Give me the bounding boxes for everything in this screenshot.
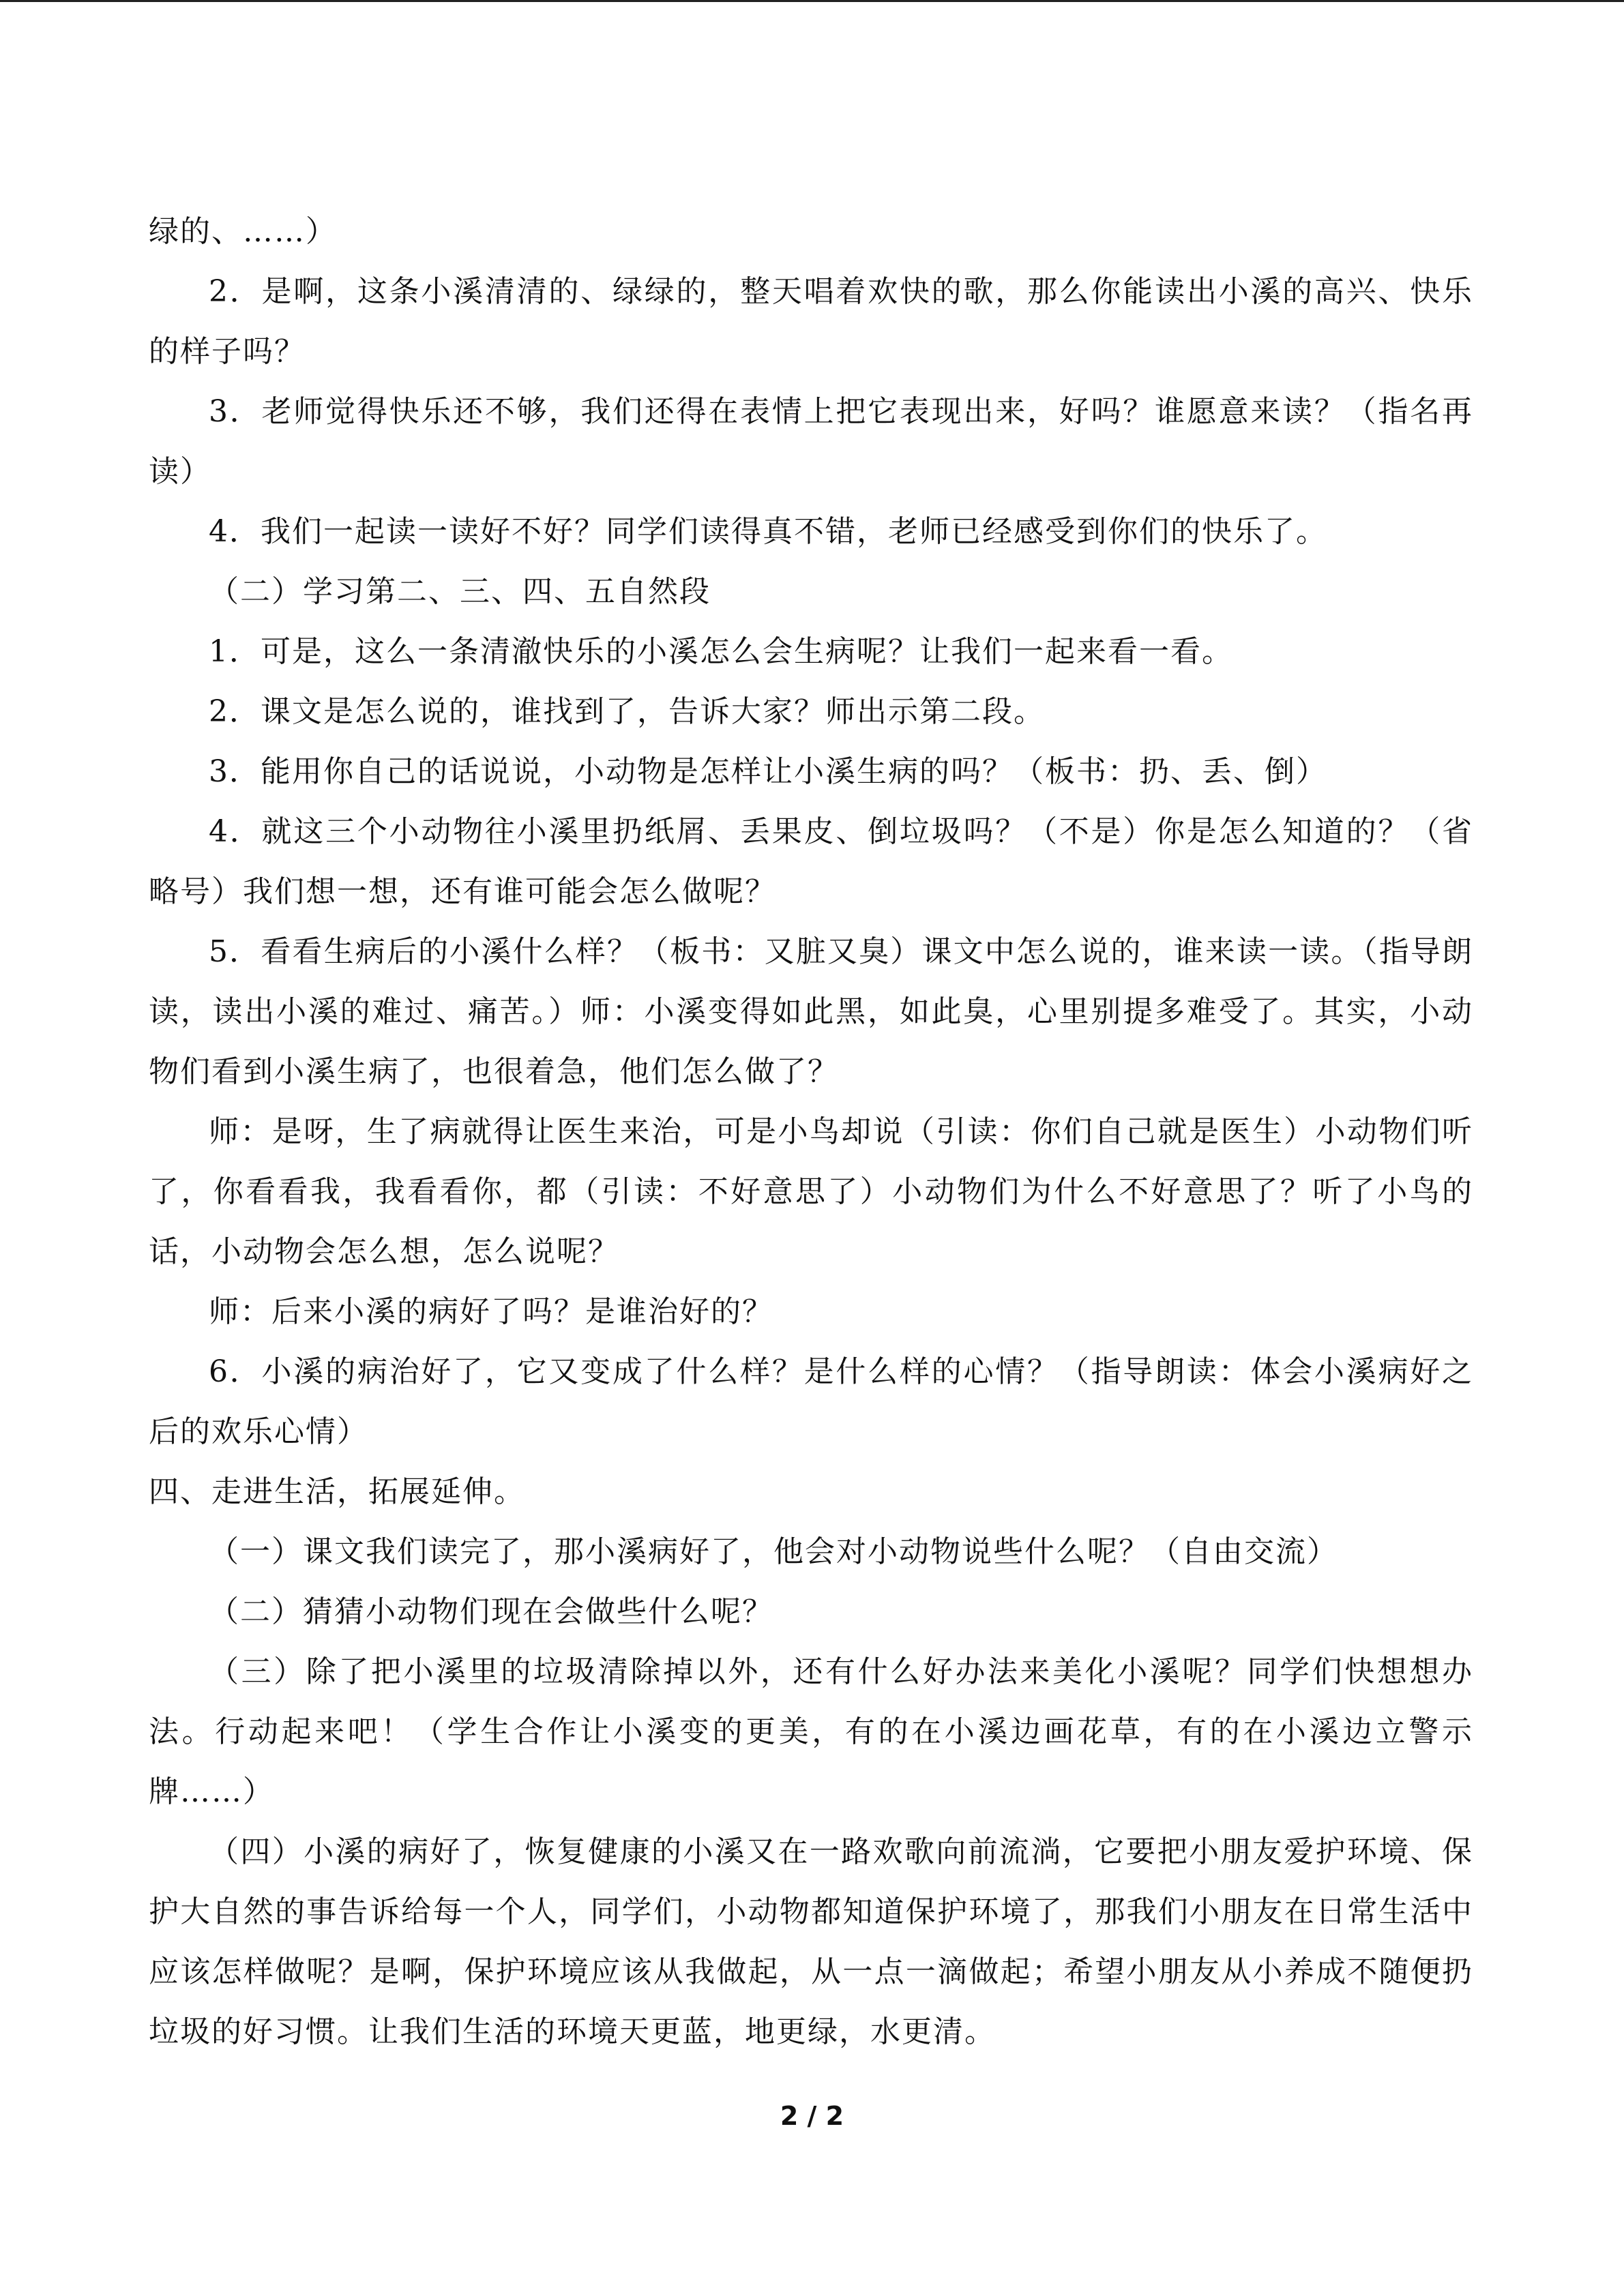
section-heading-part-two: （二）学习第二、三、四、五自然段 (209, 574, 711, 609)
paragraph-item-3: 3．老师觉得快乐还不够，我们还得在表情上把它表现出来，好吗？谁愿意来读？（指名再读） (149, 394, 1473, 489)
paragraph-item-4b: 4．就这三个小动物往小溪里扔纸屑、丢果皮、倒垃圾吗？（不是）你是怎么知道的？（省略号）我们想一想，还有谁可能会怎么做呢？ (149, 814, 1473, 909)
paragraph-sub-2: （二）猜猜小动物们现在会做些什么呢？ (209, 1594, 773, 1629)
paragraph-teacher-2: 师：后来小溪的病好了吗？是谁治好的？ (209, 1294, 773, 1329)
paragraph-item-2b: 2．课文是怎么说的，谁找到了，告诉大家？师出示第二段。 (209, 694, 1045, 729)
document-body (149, 202, 1473, 2062)
paragraph-teacher-1: 师：是呀，生了病就得让医生来治，可是小鸟却说（引读：你们自己就是医生）小动物们听了，你看看我，我看看你，都（引读：不好意思了）小动物们为什么不好意思了？听了小鸟的话，小动物会怎么想，怎么说呢？ (149, 1114, 1473, 1269)
paragraph-item-1: 1．可是，这么一条清澈快乐的小溪怎么会生病呢？让我们一起来看一看。 (209, 634, 1233, 669)
paragraph-sub-3: （三）除了把小溪里的垃圾清除掉以外，还有什么好办法来美化小溪呢？同学们快想想办法。行动起来吧！（学生合作让小溪变的更美，有的在小溪边画花草，有的在小溪边立警示牌……） (149, 1654, 1473, 1809)
paragraph-item-6: 6．小溪的病治好了，它又变成了什么样？是什么样的心情？（指导朗读：体会小溪病好之后的欢乐心情） (149, 1354, 1473, 1449)
paragraph-item-4: 4．我们一起读一读好不好？同学们读得真不错，老师已经感受到你们的快乐了。 (209, 514, 1327, 549)
paragraph-sub-1: （一）课文我们读完了，那小溪病好了，他会对小动物说些什么呢？（自由交流） (209, 1534, 1338, 1569)
paragraph-sub-4: （四）小溪的病好了，恢复健康的小溪又在一路欢歌向前流淌，它要把小朋友爱护环境、保护大自然的事告诉给每一个人，同学们，小动物都知道保护环境了，那我们小朋友在日常生活中应该怎样做呢？是啊，保护环境应该从我做起，从一点一滴做起；希望小朋友从小养成不随便扔垃圾的好习惯。让我们生活的环境天更蓝，地更绿，水更清。 (149, 1834, 1473, 2049)
paragraph-continuation: 绿的、……） (149, 214, 337, 249)
paragraph-item-3b: 3．能用你自己的话说说，小动物是怎样让小溪生病的吗？（板书：扔、丢、倒） (209, 754, 1327, 789)
paragraph-item-2: 2．是啊，这条小溪清清的、绿绿的，整天唱着欢快的歌，那么你能读出小溪的高兴、快乐的样子吗？ (149, 274, 1473, 369)
paragraph-item-5: 5．看看生病后的小溪什么样？（板书：又脏又臭）课文中怎么说的，谁来读一读。（指导朗读，读出小溪的难过、痛苦。）师：小溪变得如此黑，如此臭，心里别提多难受了。其实，小动物们看到小溪生病了，也很着急，他们怎么做了？ (149, 934, 1473, 1089)
page-number: 2 / 2 (780, 2101, 844, 2131)
section-heading-four: 四、走进生活，拓展延伸。 (149, 1474, 525, 1509)
top-border-line (0, 0, 1624, 2)
